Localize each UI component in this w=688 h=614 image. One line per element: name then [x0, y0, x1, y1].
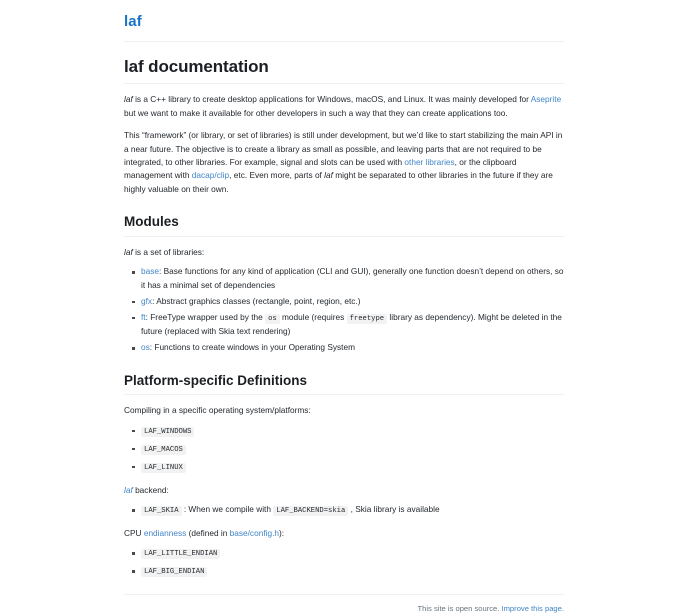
- code-laf-big-endian: LAF_BIG_ENDIAN: [141, 567, 207, 577]
- endianness-defines-list: [124, 546, 564, 579]
- framework-laf-italic: laf: [324, 170, 333, 181]
- improve-page-link[interactable]: Improve this page: [501, 603, 562, 613]
- aseprite-link[interactable]: Aseprite: [530, 94, 562, 105]
- endianness-link[interactable]: endianness: [143, 527, 187, 538]
- modules-list: [124, 265, 564, 354]
- code-laf-linux: LAF_LINUX: [141, 463, 186, 473]
- header-divider: [124, 41, 564, 42]
- dacap-clip-link[interactable]: dacap/clip: [191, 170, 230, 181]
- platform-heading: Platform-specific Definitions: [124, 372, 308, 388]
- endianness-prefix: CPU: [124, 527, 144, 538]
- site-header: [124, 13, 564, 31]
- endianness-suffix: ):: [279, 527, 285, 538]
- modules-heading: Modules: [124, 214, 179, 230]
- module-desc-ft-2: module (requires: [279, 311, 347, 322]
- backend-intro: [124, 484, 564, 497]
- platform-divider: [124, 394, 564, 395]
- base-config-link[interactable]: base/config.h: [229, 527, 279, 538]
- modules-intro-italic: laf: [124, 246, 133, 257]
- framework-paragraph: [124, 129, 564, 196]
- footer-static-text: This site is open source.: [417, 603, 502, 613]
- endianness-middle: (defined in: [186, 527, 230, 538]
- backend-text-1: : When we compile with: [181, 504, 274, 515]
- backend-label: backend:: [132, 484, 169, 495]
- list-item: [141, 564, 564, 579]
- platform-intro: Compiling in a specific operating system/platforms:: [124, 405, 311, 416]
- module-desc-os: : Functions to create windows in your Operating System: [149, 342, 355, 353]
- module-desc-ft-1: : FreeType wrapper used by the: [145, 311, 266, 322]
- endianness-intro: [124, 527, 564, 540]
- footer-period: .: [561, 603, 564, 613]
- code-laf-backend-skia: LAF_BACKEND=skia: [273, 506, 348, 516]
- list-item: [141, 295, 564, 308]
- code-freetype: freetype: [347, 314, 388, 324]
- list-item: [141, 442, 564, 457]
- list-item: [141, 503, 564, 518]
- footer-divider: [124, 594, 564, 595]
- module-link-base[interactable]: base: [141, 266, 159, 277]
- modules-divider: [124, 236, 564, 237]
- list-item: [141, 546, 564, 561]
- module-desc-base: : Base functions for any kind of application (CLI and GUI), generally one function doesn’t depend on others, so it has a minimal set of dependencies: [141, 266, 564, 290]
- list-item: [141, 460, 564, 475]
- intro-laf-italic: laf: [124, 94, 133, 105]
- module-desc-ft-3: library as dependency). Might be deleted in the future (replaced with Skia text rendering): [141, 311, 562, 337]
- list-item: [141, 341, 564, 354]
- other-libraries-link[interactable]: other libraries: [404, 157, 455, 167]
- documentation-page: [124, 0, 564, 614]
- code-laf-little-endian: LAF_LITTLE_ENDIAN: [141, 549, 220, 559]
- framework-text-3: , etc. Even more, parts of: [229, 170, 325, 181]
- page-title: laf documentation: [124, 57, 269, 76]
- list-item: [141, 265, 564, 292]
- title-divider: [124, 83, 564, 84]
- intro-text-2: but we want to make it available for other developers in such a way that they can create applications too.: [124, 107, 508, 118]
- code-laf-skia: LAF_SKIA: [141, 506, 182, 516]
- backend-text-2: , Skia library is available: [348, 504, 440, 515]
- module-link-os[interactable]: os: [141, 342, 150, 353]
- modules-intro-rest: is a set of libraries:: [132, 246, 205, 257]
- page-footer: [124, 594, 564, 614]
- laf-backend-link[interactable]: laf: [124, 484, 133, 495]
- footer-text: [124, 603, 564, 614]
- module-desc-gfx: : Abstract graphics classes (rectangle, point, region, etc.): [152, 295, 361, 306]
- module-link-gfx[interactable]: gfx: [141, 295, 153, 306]
- list-item: [141, 311, 564, 339]
- site-logo-link[interactable]: laf: [124, 13, 142, 30]
- framework-text-1: This “framework” (or library, or set of libraries) is still under development, but we’d like to start stabilizing the main API in a near future. The objective is to create a library as small as possible, and leaving parts that are not required to be integrated, to other libraries. For example, signal and slots can be used with: [124, 130, 563, 167]
- intro-text-1: is a C++ library to create desktop applications for Windows, macOS, and Linux. It was mainly developed for: [132, 94, 531, 105]
- code-laf-macos: LAF_MACOS: [141, 445, 186, 455]
- intro-paragraph: [124, 93, 564, 120]
- code-laf-windows: LAF_WINDOWS: [141, 427, 194, 437]
- framework-text-4: might be separated to other libraries in the future if they are highly valuable on their own.: [124, 170, 553, 194]
- modules-intro: [124, 246, 564, 259]
- framework-text-2: , or the clipboard management with: [124, 157, 517, 181]
- list-item: [141, 424, 564, 439]
- code-os: os: [265, 314, 280, 324]
- platform-defines-list: [124, 424, 564, 475]
- backend-list: [124, 503, 564, 518]
- module-link-ft[interactable]: ft: [141, 311, 146, 322]
